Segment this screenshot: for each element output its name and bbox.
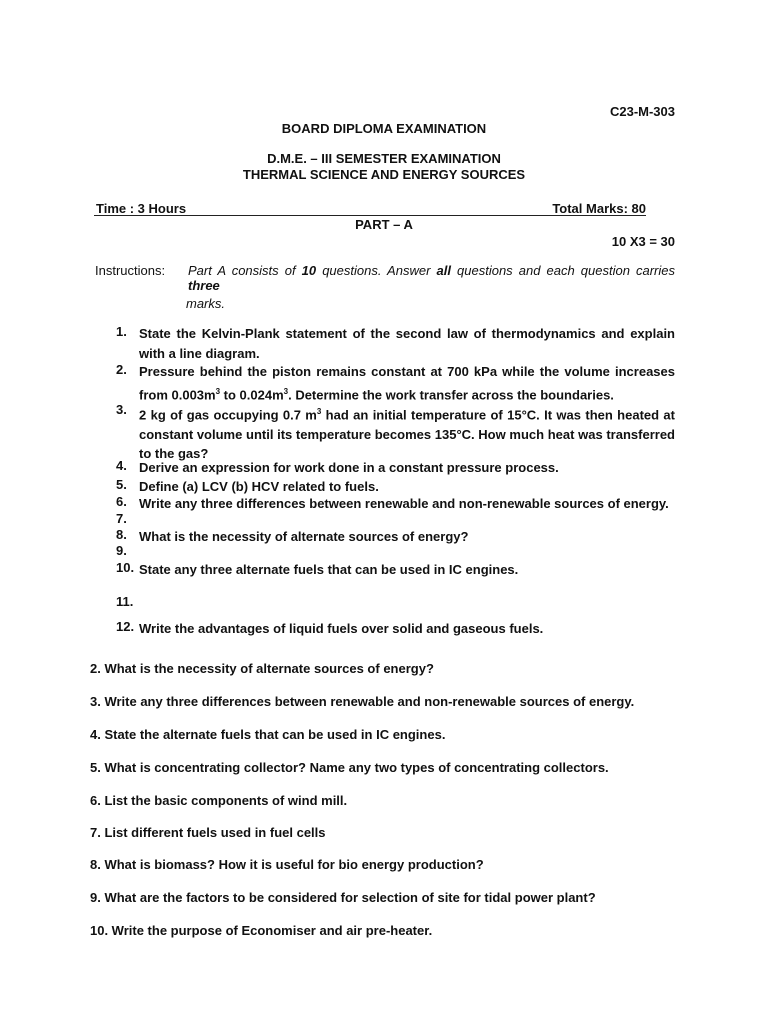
instr-part3: questions. Answer	[316, 263, 437, 278]
instructions-continued: marks.	[186, 296, 225, 311]
list-item: 5. What is concentrating collector? Name any two types of concentrating collectors.	[90, 760, 609, 775]
question-text: What is the necessity of alternate sources of energy?	[139, 529, 469, 544]
semester-title: D.M.E. – III SEMESTER EXAMINATION	[267, 151, 501, 166]
question-number: 1.	[116, 324, 127, 339]
list-item: 10. Write the purpose of Economiser and air pre-heater.	[90, 923, 433, 938]
question-text	[139, 402, 675, 464]
part-title: PART – A	[355, 217, 413, 232]
board-title: BOARD DIPLOMA EXAMINATION	[281, 121, 487, 136]
question-text: Derive an expression for work done in a constant pressure process.	[139, 460, 559, 475]
question-text-part: had an initial temperature of 15°C. It was then heated at constant volume until its temperature becomes 135°C. How much heat was transferred to the gas?	[139, 407, 675, 462]
question-text	[139, 362, 675, 404]
question-number: 11.	[116, 594, 134, 609]
paper-code: C23-M-303	[609, 104, 675, 119]
list-item: 6. List the basic components of wind mill.	[90, 793, 348, 808]
question-number: 12.	[116, 619, 135, 634]
question-number: 5.	[116, 477, 127, 492]
question-number: 2.	[116, 362, 127, 377]
question-text: State the Kelvin-Plank statement of the second law of thermodynamics and explain with a line diagram.	[139, 326, 675, 361]
list-item: 4. State the alternate fuels that can be used in IC engines.	[90, 727, 446, 742]
superscript: 3	[283, 386, 289, 396]
question-number: 4.	[116, 458, 127, 473]
question-text-part: . Determine the work transfer across the boundaries.	[288, 386, 614, 402]
question-text-part: Pressure behind the piston remains constant at 700 kPa while the volume increases from 0.003m	[139, 364, 675, 402]
question-number: 8.	[116, 527, 127, 542]
instr-part1: Part A consists of	[188, 263, 302, 278]
question-number: 10.	[116, 560, 135, 575]
question-text: Define (a) LCV (b) HCV related to fuels.	[139, 479, 379, 494]
question-text: Write any three differences between renewable and non-renewable sources of energy.	[139, 496, 669, 511]
instr-part5: questions and each question carries	[450, 263, 676, 278]
question-text-part: 2 kg of gas occupying 0.7 m	[139, 407, 317, 423]
instr-three: three	[188, 278, 220, 293]
question-number: 7.	[116, 511, 127, 526]
question-text-part: to 0.024m	[220, 386, 284, 402]
question-number: 6.	[116, 494, 127, 509]
list-item: 3. Write any three differences between renewable and non-renewable sources of energy.	[90, 694, 635, 709]
superscript: 3	[215, 386, 221, 396]
list-item: 8. What is biomass? How it is useful for bio energy production?	[90, 857, 484, 872]
question-number: 9.	[116, 543, 127, 558]
instructions-text	[188, 263, 675, 293]
subject-title: THERMAL SCIENCE AND ENERGY SOURCES	[242, 167, 526, 182]
instructions-label: Instructions:	[95, 263, 166, 278]
total-marks-label: Total Marks: 80	[552, 201, 646, 216]
instr-all: all	[436, 263, 451, 278]
list-item: 9. What are the factors to be considered for selection of site for tidal power plant?	[90, 890, 596, 905]
marks-formula: 10 X3 = 30	[611, 234, 675, 249]
superscript: 3	[316, 407, 322, 416]
question-text: State any three alternate fuels that can be used in IC engines.	[139, 562, 519, 577]
time-label: Time : 3 Hours	[96, 201, 187, 216]
instr-count: 10	[301, 263, 317, 278]
list-item: 2. What is the necessity of alternate sources of energy?	[90, 661, 434, 676]
time-marks-row	[94, 201, 646, 216]
question-text: Write the advantages of liquid fuels over solid and gaseous fuels.	[139, 621, 544, 636]
list-item: 7. List different fuels used in fuel cells	[90, 825, 326, 840]
question-number: 3.	[116, 402, 127, 417]
